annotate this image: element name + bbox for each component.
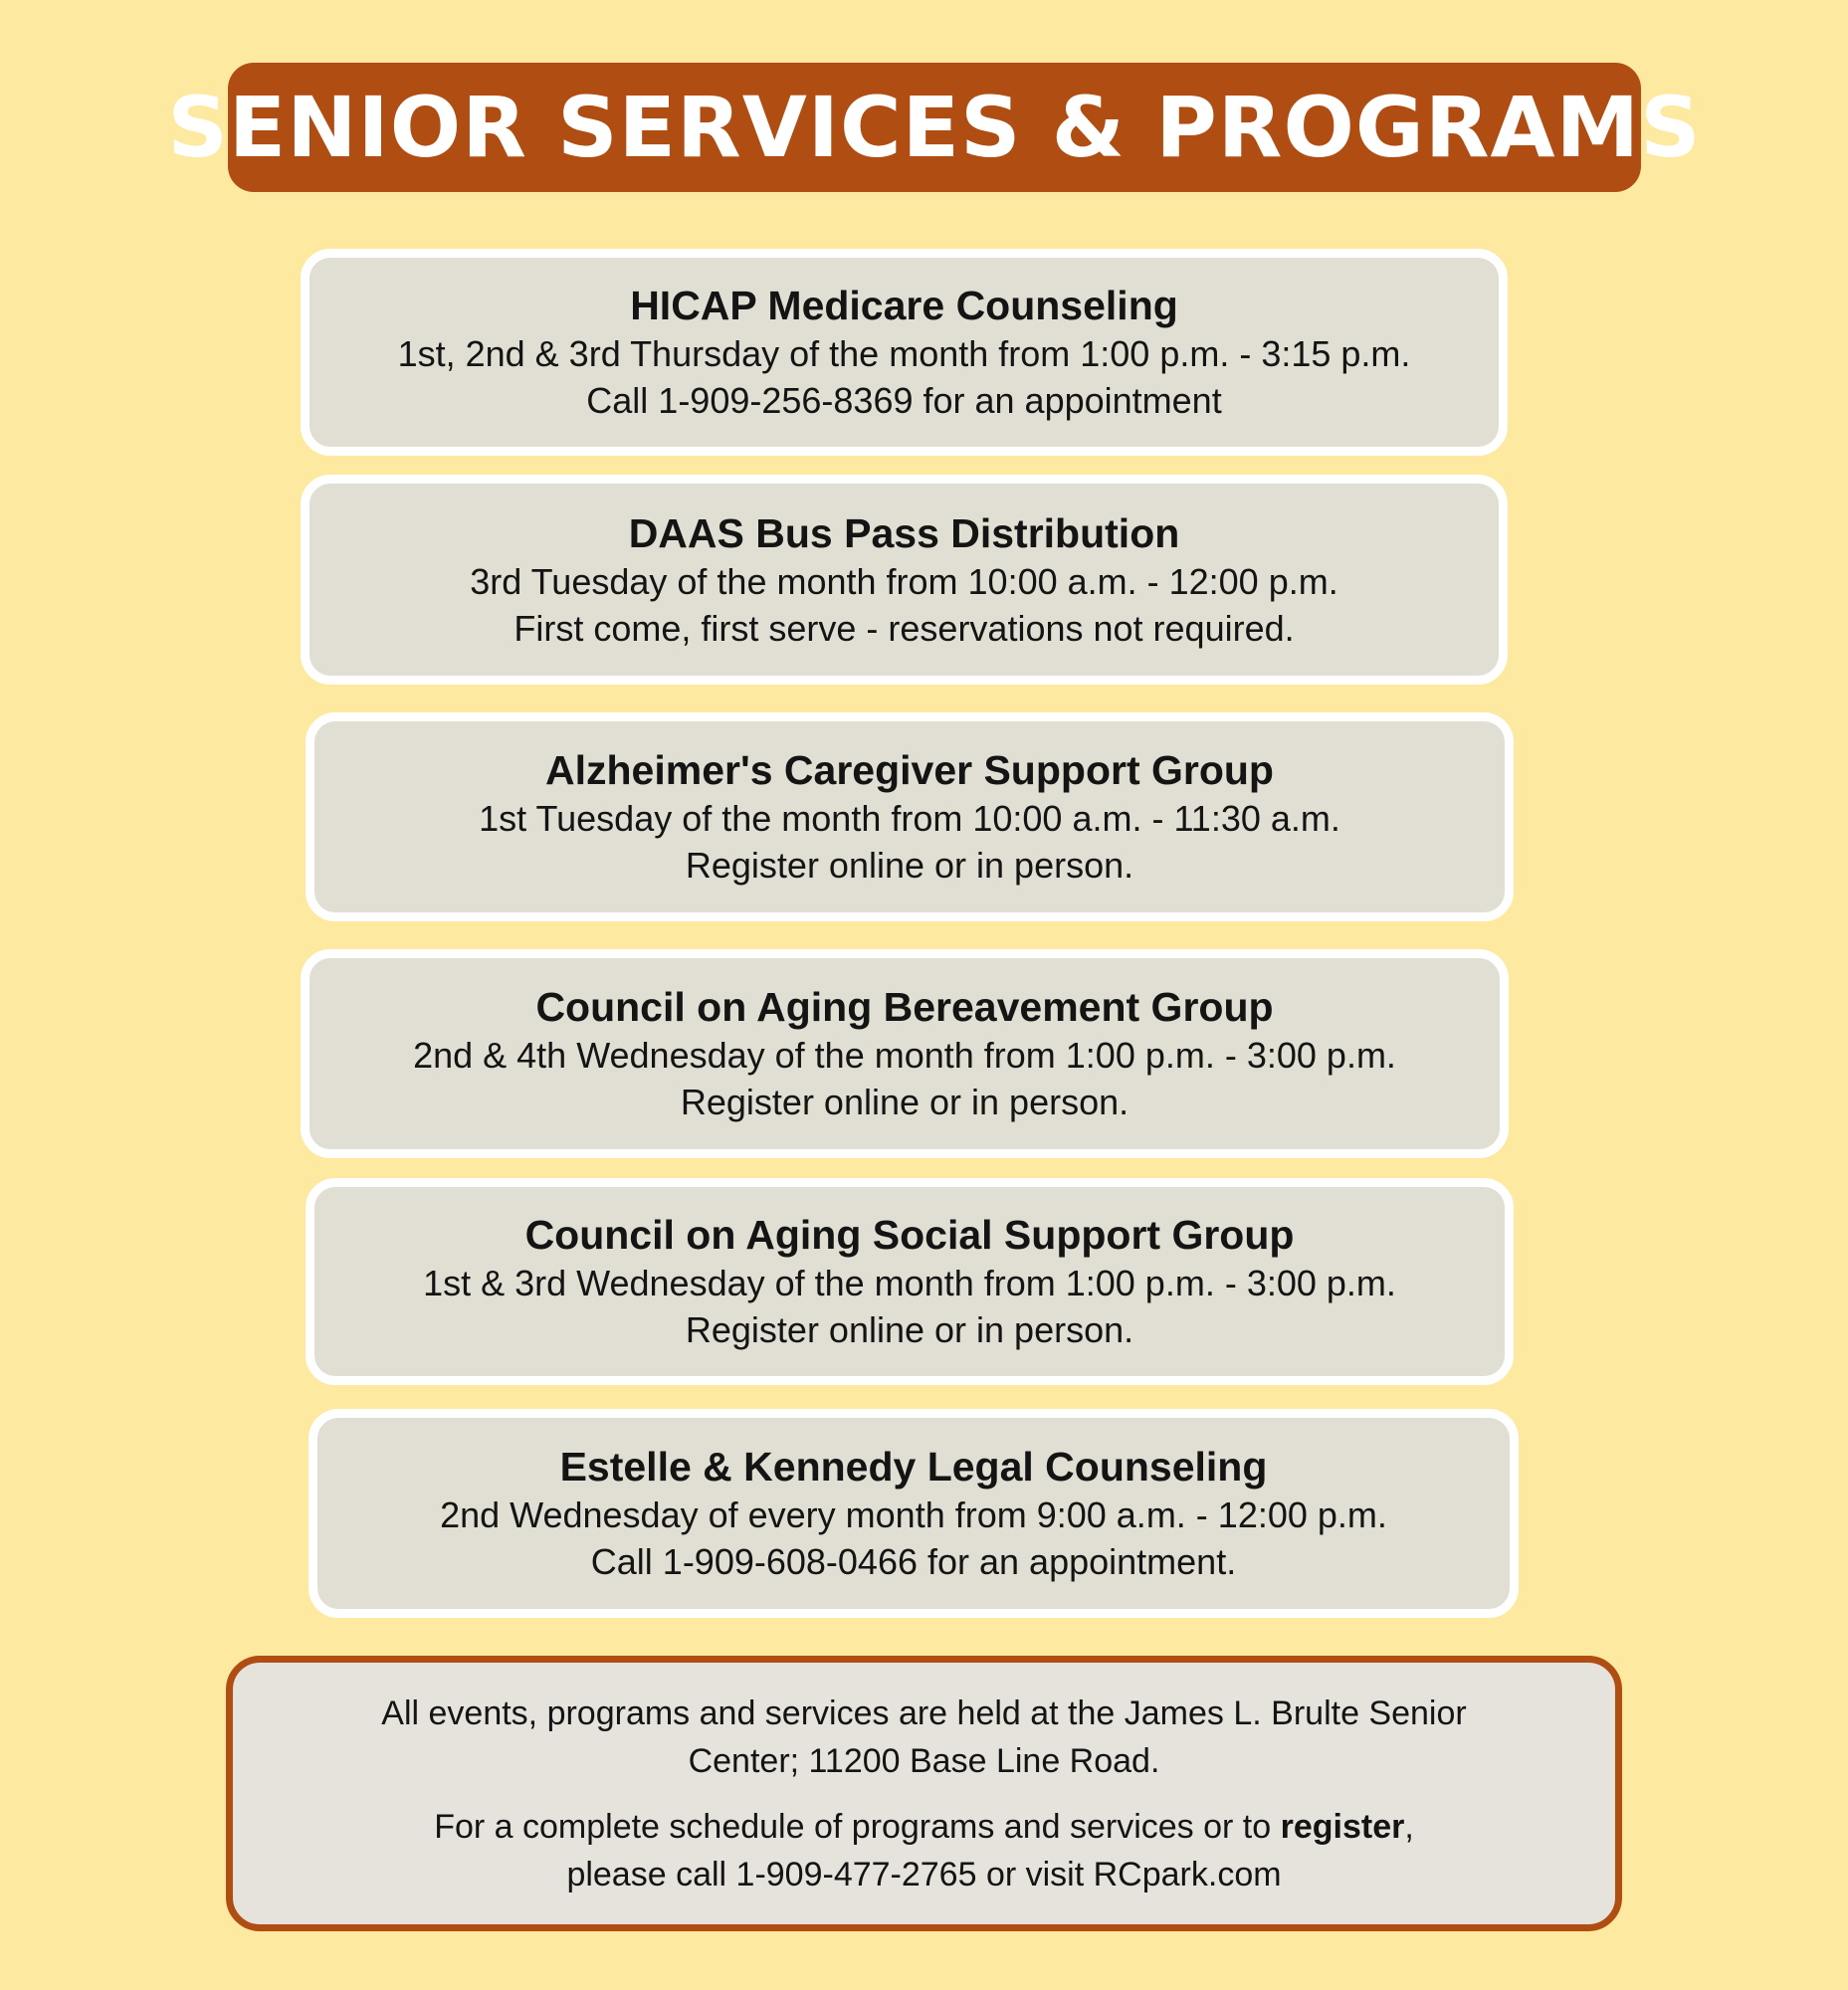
program-title: Council on Aging Social Support Group (524, 1212, 1295, 1258)
contact-info (434, 1803, 1414, 1898)
program-title: DAAS Bus Pass Distribution (628, 509, 1180, 556)
program-title: Estelle & Kennedy Legal Counseling (559, 1444, 1268, 1490)
program-schedule: 3rd Tuesday of the month from 10:00 a.m. - 12:00 p.m. (470, 560, 1338, 602)
program-note: Register online or in person. (685, 845, 1134, 886)
program-card-social-support (306, 1178, 1514, 1385)
info-footer (226, 1656, 1622, 1931)
program-card-alzheimers (306, 712, 1514, 921)
program-title: Alzheimer's Caregiver Support Group (545, 747, 1274, 793)
program-title: HICAP Medicare Counseling (630, 283, 1178, 328)
program-card-hicap (301, 249, 1508, 456)
location-line-2: Center; 11200 Base Line Road. (688, 1741, 1160, 1780)
program-note: Register online or in person. (685, 1309, 1134, 1350)
program-note: Call 1-909-608-0466 for an appointment. (590, 1541, 1237, 1582)
register-emphasis: register (1280, 1807, 1405, 1846)
page-title: SENIOR SERVICES & PROGRAMS (167, 79, 1702, 176)
program-note: Register online or in person. (680, 1082, 1129, 1122)
program-schedule: 1st Tuesday of the month from 10:00 a.m. - 11:30 a.m. (479, 798, 1340, 839)
program-title: Council on Aging Bereavement Group (535, 984, 1274, 1030)
program-schedule: 2nd Wednesday of every month from 9:00 a.m. - 12:00 p.m. (440, 1494, 1387, 1535)
contact-line-2: please call 1-909-477-2765 or visit RCpark.com (566, 1855, 1282, 1893)
program-card-bereavement (301, 949, 1509, 1158)
location-info (381, 1690, 1466, 1785)
program-card-legal (308, 1409, 1519, 1618)
program-note: First come, first serve - reservations not required. (513, 607, 1295, 649)
program-schedule: 1st, 2nd & 3rd Thursday of the month from 1:00 p.m. - 3:15 p.m. (397, 333, 1411, 374)
title-banner (167, 63, 1702, 192)
contact-suffix: , (1404, 1807, 1414, 1846)
program-schedule: 2nd & 4th Wednesday of the month from 1:00 p.m. - 3:00 p.m. (413, 1035, 1396, 1076)
contact-prefix: For a complete schedule of programs and services or to (434, 1807, 1281, 1846)
location-line-1: All events, programs and services are held at the James L. Brulte Senior (381, 1693, 1467, 1732)
program-note: Call 1-909-256-8369 for an appointment (586, 380, 1222, 421)
program-card-daas (301, 475, 1508, 685)
program-schedule: 1st & 3rd Wednesday of the month from 1:00 p.m. - 3:00 p.m. (423, 1263, 1396, 1303)
